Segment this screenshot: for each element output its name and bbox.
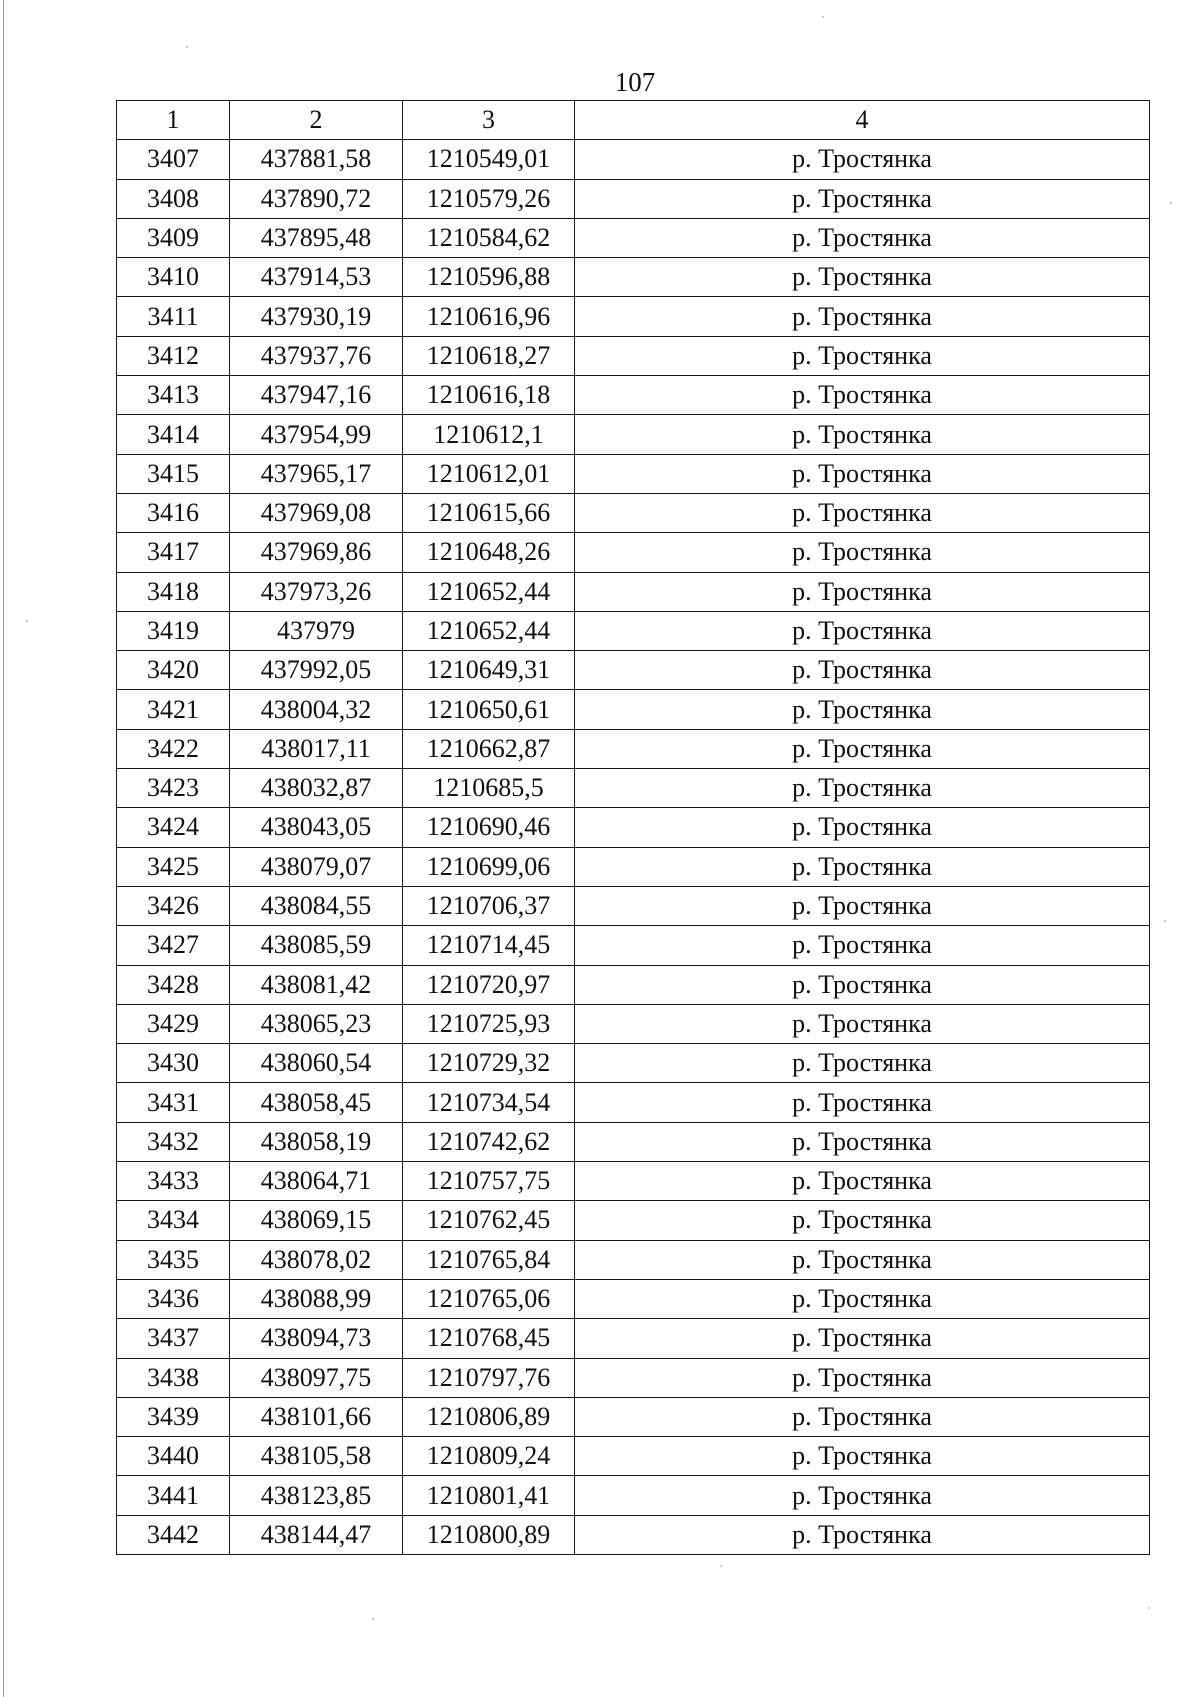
table-row bbox=[117, 1358, 1150, 1397]
table-row bbox=[117, 454, 1150, 493]
table-row bbox=[117, 769, 1150, 808]
table-row bbox=[117, 179, 1150, 218]
table-row bbox=[117, 533, 1150, 572]
description-cell: р. Тростянка bbox=[575, 1162, 1150, 1201]
point-number-cell: 3435 bbox=[117, 1240, 230, 1279]
x-coordinate-cell: 438105,58 bbox=[230, 1437, 403, 1476]
y-coordinate-cell: 1210729,32 bbox=[403, 1044, 575, 1083]
table-row bbox=[117, 1515, 1150, 1554]
x-coordinate-cell: 437969,08 bbox=[230, 493, 403, 532]
x-coordinate-cell: 437914,53 bbox=[230, 258, 403, 297]
point-number-cell: 3412 bbox=[117, 336, 230, 375]
y-coordinate-cell: 1210801,41 bbox=[403, 1476, 575, 1515]
table-row bbox=[117, 218, 1150, 257]
point-number-cell: 3432 bbox=[117, 1122, 230, 1161]
point-number-cell: 3437 bbox=[117, 1319, 230, 1358]
description-cell: р. Тростянка bbox=[575, 651, 1150, 690]
header-cell-point-number: 1 bbox=[117, 101, 230, 140]
description-cell: р. Тростянка bbox=[575, 1515, 1150, 1554]
point-number-cell: 3419 bbox=[117, 611, 230, 650]
scan-speck bbox=[186, 46, 188, 48]
table-row bbox=[117, 1437, 1150, 1476]
y-coordinate-cell: 1210734,54 bbox=[403, 1083, 575, 1122]
description-cell: р. Тростянка bbox=[575, 847, 1150, 886]
point-number-cell: 3407 bbox=[117, 140, 230, 179]
scan-speck bbox=[1170, 202, 1172, 204]
table-row bbox=[117, 1476, 1150, 1515]
x-coordinate-cell: 437937,76 bbox=[230, 336, 403, 375]
scan-speck bbox=[822, 16, 824, 18]
point-number-cell: 3421 bbox=[117, 690, 230, 729]
description-cell: р. Тростянка bbox=[575, 376, 1150, 415]
table-row bbox=[117, 376, 1150, 415]
y-coordinate-cell: 1210650,61 bbox=[403, 690, 575, 729]
point-number-cell: 3410 bbox=[117, 258, 230, 297]
point-number-cell: 3422 bbox=[117, 729, 230, 768]
description-cell: р. Тростянка bbox=[575, 140, 1150, 179]
scan-speck bbox=[26, 620, 28, 622]
x-coordinate-cell: 437947,16 bbox=[230, 376, 403, 415]
point-number-cell: 3440 bbox=[117, 1437, 230, 1476]
table-row bbox=[117, 926, 1150, 965]
x-coordinate-cell: 438078,02 bbox=[230, 1240, 403, 1279]
y-coordinate-cell: 1210800,89 bbox=[403, 1515, 575, 1554]
point-number-cell: 3416 bbox=[117, 493, 230, 532]
x-coordinate-cell: 437895,48 bbox=[230, 218, 403, 257]
y-coordinate-cell: 1210725,93 bbox=[403, 1004, 575, 1043]
x-coordinate-cell: 438079,07 bbox=[230, 847, 403, 886]
y-coordinate-cell: 1210612,01 bbox=[403, 454, 575, 493]
y-coordinate-cell: 1210699,06 bbox=[403, 847, 575, 886]
point-number-cell: 3436 bbox=[117, 1279, 230, 1318]
point-number-cell: 3413 bbox=[117, 376, 230, 415]
x-coordinate-cell: 438101,66 bbox=[230, 1397, 403, 1436]
description-cell: р. Тростянка bbox=[575, 258, 1150, 297]
y-coordinate-cell: 1210648,26 bbox=[403, 533, 575, 572]
table-row bbox=[117, 1004, 1150, 1043]
y-coordinate-cell: 1210809,24 bbox=[403, 1437, 575, 1476]
y-coordinate-cell: 1210652,44 bbox=[403, 611, 575, 650]
point-number-cell: 3431 bbox=[117, 1083, 230, 1122]
table-row bbox=[117, 1122, 1150, 1161]
description-cell: р. Тростянка bbox=[575, 297, 1150, 336]
scan-speck bbox=[720, 1565, 722, 1567]
point-number-cell: 3417 bbox=[117, 533, 230, 572]
y-coordinate-cell: 1210797,76 bbox=[403, 1358, 575, 1397]
point-number-cell: 3427 bbox=[117, 926, 230, 965]
x-coordinate-cell: 438081,42 bbox=[230, 965, 403, 1004]
x-coordinate-cell: 438069,15 bbox=[230, 1201, 403, 1240]
description-cell: р. Тростянка bbox=[575, 611, 1150, 650]
table-row bbox=[117, 965, 1150, 1004]
description-cell: р. Тростянка bbox=[575, 1397, 1150, 1436]
y-coordinate-cell: 1210662,87 bbox=[403, 729, 575, 768]
description-cell: р. Тростянка bbox=[575, 533, 1150, 572]
header-cell-y-coordinate: 3 bbox=[403, 101, 575, 140]
description-cell: р. Тростянка bbox=[575, 336, 1150, 375]
table-row bbox=[117, 1397, 1150, 1436]
y-coordinate-cell: 1210706,37 bbox=[403, 886, 575, 925]
y-coordinate-cell: 1210584,62 bbox=[403, 218, 575, 257]
x-coordinate-cell: 438088,99 bbox=[230, 1279, 403, 1318]
point-number-cell: 3442 bbox=[117, 1515, 230, 1554]
description-cell: р. Тростянка bbox=[575, 926, 1150, 965]
y-coordinate-cell: 1210549,01 bbox=[403, 140, 575, 179]
description-cell: р. Тростянка bbox=[575, 1122, 1150, 1161]
point-number-cell: 3433 bbox=[117, 1162, 230, 1201]
page-number: 107 bbox=[614, 67, 656, 97]
description-cell: р. Тростянка bbox=[575, 218, 1150, 257]
scan-speck bbox=[1164, 920, 1166, 922]
x-coordinate-cell: 438032,87 bbox=[230, 769, 403, 808]
x-coordinate-cell: 437973,26 bbox=[230, 572, 403, 611]
x-coordinate-cell: 438094,73 bbox=[230, 1319, 403, 1358]
point-number-cell: 3418 bbox=[117, 572, 230, 611]
table-row bbox=[117, 690, 1150, 729]
point-number-cell: 3439 bbox=[117, 1397, 230, 1436]
description-cell: р. Тростянка bbox=[575, 690, 1150, 729]
description-cell: р. Тростянка bbox=[575, 1279, 1150, 1318]
y-coordinate-cell: 1210765,06 bbox=[403, 1279, 575, 1318]
x-coordinate-cell: 438058,45 bbox=[230, 1083, 403, 1122]
x-coordinate-cell: 437954,99 bbox=[230, 415, 403, 454]
y-coordinate-cell: 1210596,88 bbox=[403, 258, 575, 297]
y-coordinate-cell: 1210649,31 bbox=[403, 651, 575, 690]
description-cell: р. Тростянка bbox=[575, 769, 1150, 808]
table-row bbox=[117, 1162, 1150, 1201]
y-coordinate-cell: 1210618,27 bbox=[403, 336, 575, 375]
table-row bbox=[117, 336, 1150, 375]
description-cell: р. Тростянка bbox=[575, 1476, 1150, 1515]
description-cell: р. Тростянка bbox=[575, 454, 1150, 493]
point-number-cell: 3424 bbox=[117, 808, 230, 847]
y-coordinate-cell: 1210616,96 bbox=[403, 297, 575, 336]
description-cell: р. Тростянка bbox=[575, 808, 1150, 847]
description-cell: р. Тростянка bbox=[575, 179, 1150, 218]
description-cell: р. Тростянка bbox=[575, 493, 1150, 532]
description-cell: р. Тростянка bbox=[575, 1004, 1150, 1043]
x-coordinate-cell: 438064,71 bbox=[230, 1162, 403, 1201]
y-coordinate-cell: 1210615,66 bbox=[403, 493, 575, 532]
y-coordinate-cell: 1210742,62 bbox=[403, 1122, 575, 1161]
x-coordinate-cell: 438084,55 bbox=[230, 886, 403, 925]
description-cell: р. Тростянка bbox=[575, 1437, 1150, 1476]
table-row bbox=[117, 493, 1150, 532]
x-coordinate-cell: 437890,72 bbox=[230, 179, 403, 218]
table-body bbox=[117, 140, 1150, 1555]
table-row bbox=[117, 572, 1150, 611]
description-cell: р. Тростянка bbox=[575, 1358, 1150, 1397]
point-number-cell: 3425 bbox=[117, 847, 230, 886]
point-number-cell: 3438 bbox=[117, 1358, 230, 1397]
table-row bbox=[117, 1319, 1150, 1358]
x-coordinate-cell: 438017,11 bbox=[230, 729, 403, 768]
point-number-cell: 3409 bbox=[117, 218, 230, 257]
point-number-cell: 3408 bbox=[117, 179, 230, 218]
point-number-cell: 3423 bbox=[117, 769, 230, 808]
y-coordinate-cell: 1210652,44 bbox=[403, 572, 575, 611]
table-header bbox=[117, 101, 1150, 140]
table-row bbox=[117, 297, 1150, 336]
point-number-cell: 3426 bbox=[117, 886, 230, 925]
table-row bbox=[117, 1201, 1150, 1240]
x-coordinate-cell: 438065,23 bbox=[230, 1004, 403, 1043]
point-number-cell: 3411 bbox=[117, 297, 230, 336]
point-number-cell: 3430 bbox=[117, 1044, 230, 1083]
x-coordinate-cell: 438004,32 bbox=[230, 690, 403, 729]
x-coordinate-cell: 438085,59 bbox=[230, 926, 403, 965]
x-coordinate-cell: 437881,58 bbox=[230, 140, 403, 179]
point-number-cell: 3441 bbox=[117, 1476, 230, 1515]
description-cell: р. Тростянка bbox=[575, 965, 1150, 1004]
y-coordinate-cell: 1210685,5 bbox=[403, 769, 575, 808]
table-row bbox=[117, 415, 1150, 454]
header-row bbox=[117, 101, 1150, 140]
y-coordinate-cell: 1210690,46 bbox=[403, 808, 575, 847]
point-number-cell: 3428 bbox=[117, 965, 230, 1004]
x-coordinate-cell: 437969,86 bbox=[230, 533, 403, 572]
header-cell-x-coordinate: 2 bbox=[230, 101, 403, 140]
table-row bbox=[117, 808, 1150, 847]
table-row bbox=[117, 1240, 1150, 1279]
y-coordinate-cell: 1210616,18 bbox=[403, 376, 575, 415]
x-coordinate-cell: 438144,47 bbox=[230, 1515, 403, 1554]
table-row bbox=[117, 651, 1150, 690]
point-number-cell: 3429 bbox=[117, 1004, 230, 1043]
description-cell: р. Тростянка bbox=[575, 1201, 1150, 1240]
table-row bbox=[117, 886, 1150, 925]
table-row bbox=[117, 611, 1150, 650]
point-number-cell: 3415 bbox=[117, 454, 230, 493]
scan-speck bbox=[372, 1618, 374, 1620]
table-row bbox=[117, 729, 1150, 768]
x-coordinate-cell: 437992,05 bbox=[230, 651, 403, 690]
y-coordinate-cell: 1210579,26 bbox=[403, 179, 575, 218]
scan-speck bbox=[1148, 1607, 1150, 1609]
x-coordinate-cell: 437965,17 bbox=[230, 454, 403, 493]
coordinates-table bbox=[116, 100, 1150, 1555]
y-coordinate-cell: 1210806,89 bbox=[403, 1397, 575, 1436]
y-coordinate-cell: 1210757,75 bbox=[403, 1162, 575, 1201]
x-coordinate-cell: 438097,75 bbox=[230, 1358, 403, 1397]
description-cell: р. Тростянка bbox=[575, 1319, 1150, 1358]
description-cell: р. Тростянка bbox=[575, 572, 1150, 611]
table-row bbox=[117, 1044, 1150, 1083]
description-cell: р. Тростянка bbox=[575, 886, 1150, 925]
table-row bbox=[117, 258, 1150, 297]
header-cell-description: 4 bbox=[575, 101, 1150, 140]
point-number-cell: 3434 bbox=[117, 1201, 230, 1240]
scan-edge-line bbox=[3, 0, 4, 1697]
y-coordinate-cell: 1210762,45 bbox=[403, 1201, 575, 1240]
description-cell: р. Тростянка bbox=[575, 729, 1150, 768]
x-coordinate-cell: 437930,19 bbox=[230, 297, 403, 336]
y-coordinate-cell: 1210768,45 bbox=[403, 1319, 575, 1358]
description-cell: р. Тростянка bbox=[575, 1240, 1150, 1279]
table-row bbox=[117, 847, 1150, 886]
description-cell: р. Тростянка bbox=[575, 1083, 1150, 1122]
description-cell: р. Тростянка bbox=[575, 415, 1150, 454]
point-number-cell: 3420 bbox=[117, 651, 230, 690]
description-cell: р. Тростянка bbox=[575, 1044, 1150, 1083]
y-coordinate-cell: 1210765,84 bbox=[403, 1240, 575, 1279]
x-coordinate-cell: 437979 bbox=[230, 611, 403, 650]
x-coordinate-cell: 438058,19 bbox=[230, 1122, 403, 1161]
x-coordinate-cell: 438060,54 bbox=[230, 1044, 403, 1083]
y-coordinate-cell: 1210720,97 bbox=[403, 965, 575, 1004]
table-row bbox=[117, 140, 1150, 179]
x-coordinate-cell: 438123,85 bbox=[230, 1476, 403, 1515]
point-number-cell: 3414 bbox=[117, 415, 230, 454]
y-coordinate-cell: 1210714,45 bbox=[403, 926, 575, 965]
table-row bbox=[117, 1279, 1150, 1318]
x-coordinate-cell: 438043,05 bbox=[230, 808, 403, 847]
y-coordinate-cell: 1210612,1 bbox=[403, 415, 575, 454]
table-row bbox=[117, 1083, 1150, 1122]
